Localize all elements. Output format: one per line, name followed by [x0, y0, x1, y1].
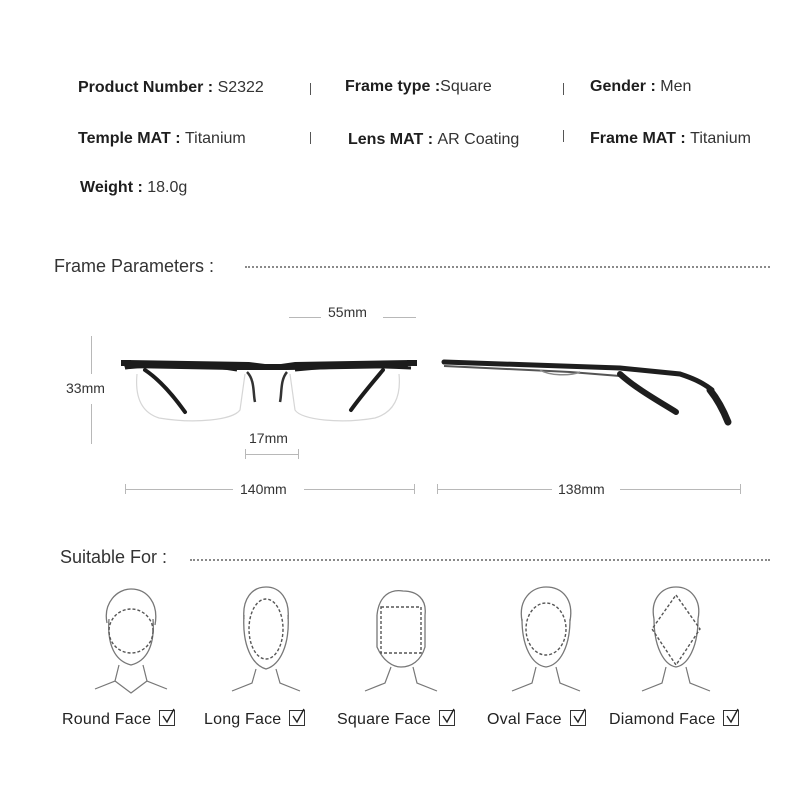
dimension-line — [304, 489, 414, 490]
dimension-line — [620, 489, 740, 490]
checkmark-icon — [289, 710, 305, 726]
long-face-illustration — [220, 585, 310, 695]
dimension-line — [125, 489, 233, 490]
spec-key: Frame MAT — [590, 130, 676, 147]
spec-value: AR Coating — [437, 131, 520, 148]
spec-gender: Gender : Men — [590, 78, 692, 95]
spec-temple-mat: Temple MAT : Titanium — [78, 130, 246, 147]
spec-key: Frame type — [345, 78, 431, 95]
checkmark-icon — [723, 710, 739, 726]
bridge-width-label: 17mm — [249, 430, 288, 446]
spec-value: Square — [440, 78, 492, 95]
spec-value: S2322 — [217, 79, 264, 96]
temple-length-label: 138mm — [558, 481, 605, 497]
face-name: Oval Face — [487, 711, 562, 728]
spec-key: Lens MAT — [348, 131, 424, 148]
divider — [310, 83, 311, 95]
glasses-front-view — [115, 350, 435, 440]
face-name: Round Face — [62, 711, 152, 728]
face-label-diamond — [609, 708, 739, 729]
dimension-tick — [245, 449, 246, 459]
glasses-side-view — [440, 350, 750, 440]
spec-frame-mat: Frame MAT : Titanium — [590, 130, 751, 147]
spec-lens-mat: Lens MAT : AR Coating — [348, 131, 520, 148]
lens-height-label: 33mm — [66, 380, 105, 396]
dimension-line — [91, 336, 92, 374]
spec-key: Weight — [80, 179, 134, 196]
diamond-face-illustration — [630, 585, 720, 695]
divider — [563, 83, 564, 95]
checkmark-icon — [159, 710, 175, 726]
dotted-divider — [245, 266, 770, 268]
spec-key: Product Number — [78, 79, 204, 96]
face-label-oval — [487, 708, 586, 729]
round-face-illustration — [85, 585, 175, 695]
dimension-line — [91, 404, 92, 444]
checkmark-icon — [439, 710, 455, 726]
spec-value: Titanium — [690, 130, 751, 147]
square-face-illustration — [355, 585, 445, 695]
spec-product-number: Product Number : S2322 — [78, 79, 264, 96]
dimension-tick — [298, 449, 299, 459]
spec-value: Titanium — [184, 130, 246, 147]
spec-weight: Weight : 18.0g — [80, 179, 188, 196]
spec-frame-type: Frame type :Square — [345, 78, 492, 95]
face-label-square — [337, 708, 455, 729]
dimension-tick — [740, 484, 741, 494]
spec-key: Gender — [590, 78, 647, 95]
face-name: Long Face — [204, 711, 282, 728]
dimension-line — [289, 317, 321, 318]
spec-key: Temple MAT — [78, 130, 171, 147]
dimension-tick — [414, 484, 415, 494]
divider — [310, 132, 311, 144]
frame-parameters-title: Frame Parameters : — [54, 256, 215, 276]
dimension-line — [245, 454, 299, 455]
frame-width-label: 140mm — [240, 481, 287, 497]
suitable-for-title: Suitable For : — [60, 547, 168, 567]
face-label-long — [204, 708, 305, 729]
lens-width-label: 55mm — [328, 304, 367, 320]
spec-value: 18.0g — [147, 179, 188, 196]
oval-face-illustration — [500, 585, 590, 695]
spec-value: Men — [660, 78, 692, 95]
checkmark-icon — [570, 710, 586, 726]
face-name: Diamond Face — [609, 711, 716, 728]
face-name: Square Face — [337, 711, 431, 728]
divider — [563, 130, 564, 142]
dimension-line — [437, 489, 552, 490]
dotted-divider — [190, 559, 770, 561]
face-label-round — [62, 708, 175, 729]
dimension-line — [383, 317, 416, 318]
